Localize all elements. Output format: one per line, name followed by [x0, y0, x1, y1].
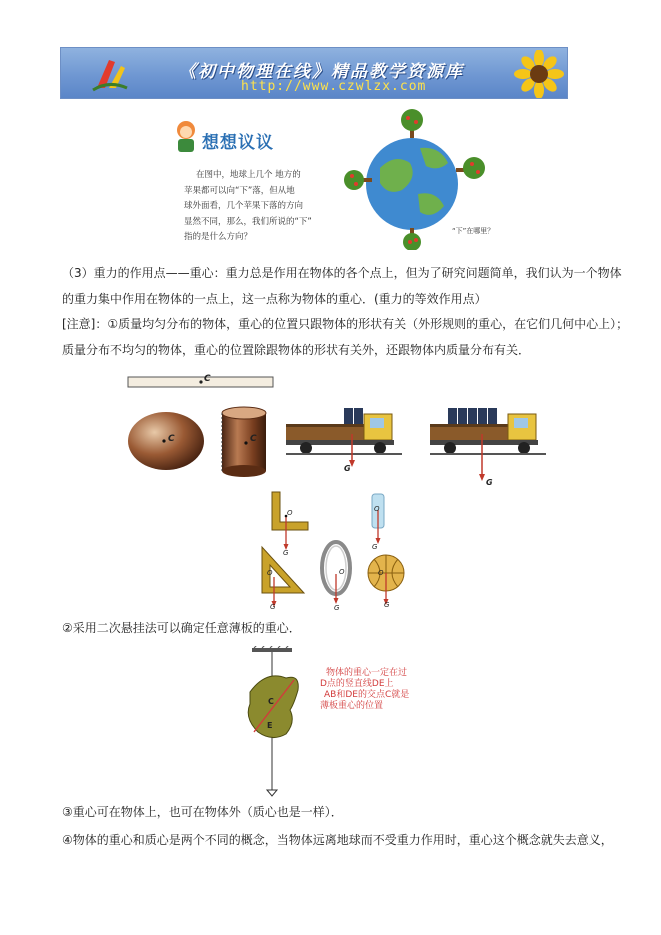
ball-center-label: C: [168, 434, 175, 444]
logo-icon: [89, 54, 129, 94]
ring-figure: [318, 538, 354, 612]
paragraph-center-of-gravity: （3）重力的作用点——重心：重力总是作用在物体的各个点上，但为了研究问题简单，我们认为一个物体: [62, 266, 622, 280]
truck-rear-load-figure: [286, 398, 402, 468]
triangle-center-label: O: [267, 569, 273, 577]
banner-url[interactable]: http://www.czwlzx.com: [241, 79, 427, 94]
globe-figure: [340, 108, 500, 250]
thinking-girl-icon: [168, 118, 204, 154]
ball-figure: [126, 410, 206, 472]
uniform-rod-figure: [127, 375, 275, 389]
discussion-box: [168, 118, 338, 253]
truck2-gravity-label: G: [486, 478, 493, 487]
bottle-gravity-label: G: [372, 543, 378, 551]
suspension-annotation: [320, 668, 409, 712]
ring-gravity-label: G: [334, 604, 340, 612]
truck-full-load-figure: [430, 398, 546, 490]
bottle-figure: [368, 492, 388, 550]
sunflower-icon: [509, 50, 565, 98]
discussion-line: 苹果都可以向“下”落，但从地: [184, 185, 295, 196]
discussion-text: [184, 168, 312, 246]
triangle-ruler-figure: [258, 545, 306, 613]
note-line-1: [注意]：①质量均匀分布的物体，重心的位置只跟物体的形状有关（外形规则的重心，在它们几何中心上）；: [62, 317, 629, 331]
item-four-concepts: ④物体的重心和质心是两个不同的概念，当物体远离地球而不受重力作用时，重心这个概念就失去意义，: [62, 833, 613, 847]
suspension-center-label: C: [268, 697, 274, 706]
basketball-gravity-label: G: [384, 601, 390, 609]
item-three-outside: ③重心可在物体上，也可在物体外（质心也是一样）．: [62, 805, 343, 819]
discussion-line: 显然不同，那么，我们所说的“下”: [184, 216, 312, 227]
note-line-2: 质量分布不均匀的物体，重心的位置除跟物体的形状有关外，还跟物体内质量分布有关．: [62, 343, 531, 357]
cylinder-center-label: C: [250, 434, 257, 444]
suspension-e-label: E: [267, 721, 273, 730]
annotation-line: AB和DE的交点C就是: [324, 690, 410, 700]
rod-center-label: C: [204, 374, 211, 384]
annotation-line: 薄板重心的位置: [320, 701, 384, 711]
discussion-line: 指的是什么方向？: [184, 232, 253, 242]
triangle-gravity-label: G: [270, 603, 276, 611]
globe-caption: “下”在哪里？: [452, 227, 495, 235]
header-banner: [60, 47, 568, 99]
item-two-suspension: ②采用二次悬挂法可以确定任意薄板的重心．: [62, 621, 301, 635]
annotation-line: 物体的重心一定在过: [326, 668, 408, 678]
basketball-center-label: O: [378, 569, 384, 577]
cylinder-figure: [220, 405, 268, 480]
bottle-center-label: O: [374, 505, 380, 513]
banner-title: 《初中物理在线》精品教学资源库: [179, 62, 464, 82]
truck1-gravity-label: G: [344, 464, 351, 473]
annotation-line: D点的竖直线DE上: [320, 679, 394, 689]
discussion-heading: 想想议议: [202, 133, 274, 153]
angle-center-label: O: [287, 509, 293, 517]
ring-center-label: O: [339, 568, 345, 576]
angle-gravity-label: G: [283, 549, 289, 557]
discussion-line: 球外面看，几个苹果下落的方向: [184, 201, 304, 211]
discussion-line: 在图中，地球上几个 地方的: [196, 170, 301, 180]
suspension-method-figure: [240, 646, 310, 798]
paragraph-center-of-gravity-cont: 的重力集中作用在物体的一点上，这一点称为物体的重心．(重力的等效作用点）: [62, 292, 487, 306]
